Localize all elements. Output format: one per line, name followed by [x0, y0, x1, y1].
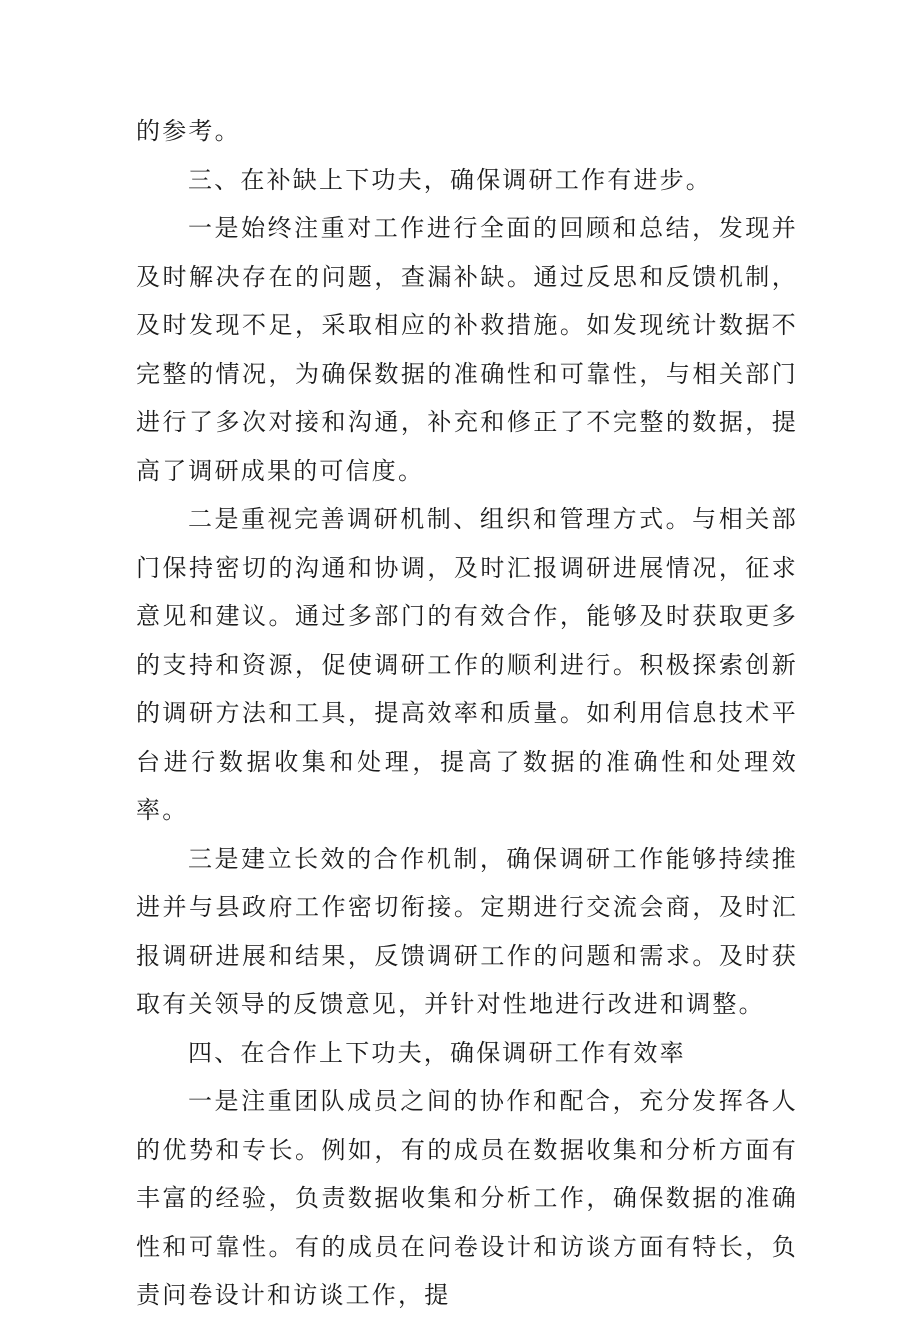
section-heading-4: 四、在合作上下功夫，确保调研工作有效率 [188, 1038, 686, 1067]
section-heading-3: 三、在补缺上下功夫，确保调研工作有进步。 [188, 165, 712, 194]
paragraph-item-4: 一是注重团队成员之间的协作和配合，充分发挥各人的优势和专长。例如，有的成员在数据收集和分析方面有丰富的经验，负责数据收集和分析工作，确保数据的准确性和可靠性。有的成员在问卷设计和访谈方面有特长，负责问卷设计和访谈工作，提 [136, 1087, 798, 1309]
document-body [136, 107, 798, 1320]
paragraph-item-3: 三是建立长效的合作机制，确保调研工作能够持续推进并与县政府工作密切衔接。定期进行交流会商，及时汇报调研进展和结果，反馈调研工作的问题和需求。及时获取有关领导的反馈意见，并针对性地进行改进和调整。 [136, 844, 798, 1018]
paragraph-item-2: 二是重视完善调研机制、组织和管理方式。与相关部门保持密切的沟通和协调，及时汇报调研进展情况，征求意见和建议。通过多部门的有效合作，能够及时获取更多的支持和资源，促使调研工作的顺利进行。积极探索创新的调研方法和工具，提高效率和质量。如利用信息技术平台进行数据收集和处理，提高了数据的准确性和处理效率。 [136, 505, 798, 824]
paragraph-item-1: 一是始终注重对工作进行全面的回顾和总结，发现并及时解决存在的问题，查漏补缺。通过反思和反馈机制，及时发现不足，采取相应的补救措施。如发现统计数据不完整的情况，为确保数据的准确性和可靠性，与相关部门进行了多次对接和沟通，补充和修正了不完整的数据，提高了调研成果的可信度。 [136, 214, 798, 485]
paragraph-continuation: 的参考。 [136, 117, 241, 145]
